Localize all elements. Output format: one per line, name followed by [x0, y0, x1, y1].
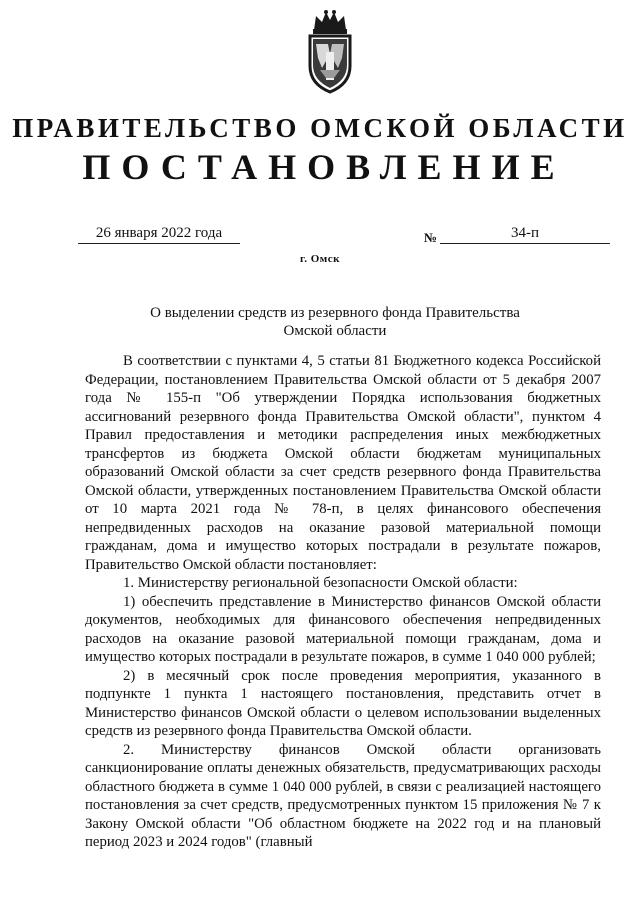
body-paragraph: 2. Министерству финансов Омской области организовать санкционирование оплаты денежных обязательств, предусматривающих расходы областного бюджета в сумме 1 040 000 рублей, в связи с реализацией настоящего постановления за счет средств, предусмотренных пунктом 15 приложения № 7 к Закону Омской области "Об областном бюджете на 2022 год и на плановый период 2023 и 2024 годов" (главный — [85, 741, 601, 850]
subject-line: О выделении средств из резервного фонда Правительства — [150, 305, 520, 321]
document-subject — [120, 304, 550, 340]
body-paragraph: 1) обеспечить представление в Министерство финансов Омской области документов, необходимых для финансового обеспечения непредвиденных расходов на оказание разовой материальной помощи гражданам, дома и имущество которых пострадали в результате пожаров, в сумме 1 040 000 рублей; — [85, 593, 601, 665]
number-sign: № — [424, 230, 438, 245]
document-date: 26 января 2022 года — [78, 225, 240, 244]
body-paragraph: 2) в месячный срок после проведения мероприятия, указанного в подпункте 1 пункта 1 настоящего постановления, представить отчет в Министерство финансов Омской области о целевом использовании выделенных средств из резервного фонда Правительства Омской области. — [85, 667, 601, 739]
subject-line: Омской области — [283, 323, 387, 339]
document-body — [85, 352, 601, 852]
omsk-coat-of-arms-icon — [304, 8, 356, 94]
document-city: г. Омск — [299, 253, 341, 265]
document-type: ПОСТАНОВЛЕНИЕ — [82, 147, 566, 187]
document-number: 34-п — [440, 225, 610, 244]
body-paragraph: 1. Министерству региональной безопасности Омской области: — [123, 575, 518, 591]
government-title: ПРАВИТЕЛЬСТВО ОМСКОЙ ОБЛАСТИ — [12, 113, 628, 143]
body-paragraph: В соответствии с пунктами 4, 5 статьи 81 Бюджетного кодекса Российской Федерации, постановлением Правительства Омской области от 5 декабря 2007 года № 155-п "Об утверждении Порядка использования бюджетных ассигнований резервного фонда Правительства Омской области", пунктом 4 Правил предоставления и методики распределения иных межбюджетных трансфертов из бюджета Омской области бюджетам муниципальных образований Омской области за счет средств резервного фонда Правительства Омской области, утвержденных постановлением Правительства Омской области от 10 марта 2021 года № 78-п, в целях финансового обеспечения непредвиденных расходов на оказание разовой материальной помощи гражданам, дома и имущество которых пострадали в результате пожаров, Правительство Омской области постановляет: — [85, 353, 601, 573]
